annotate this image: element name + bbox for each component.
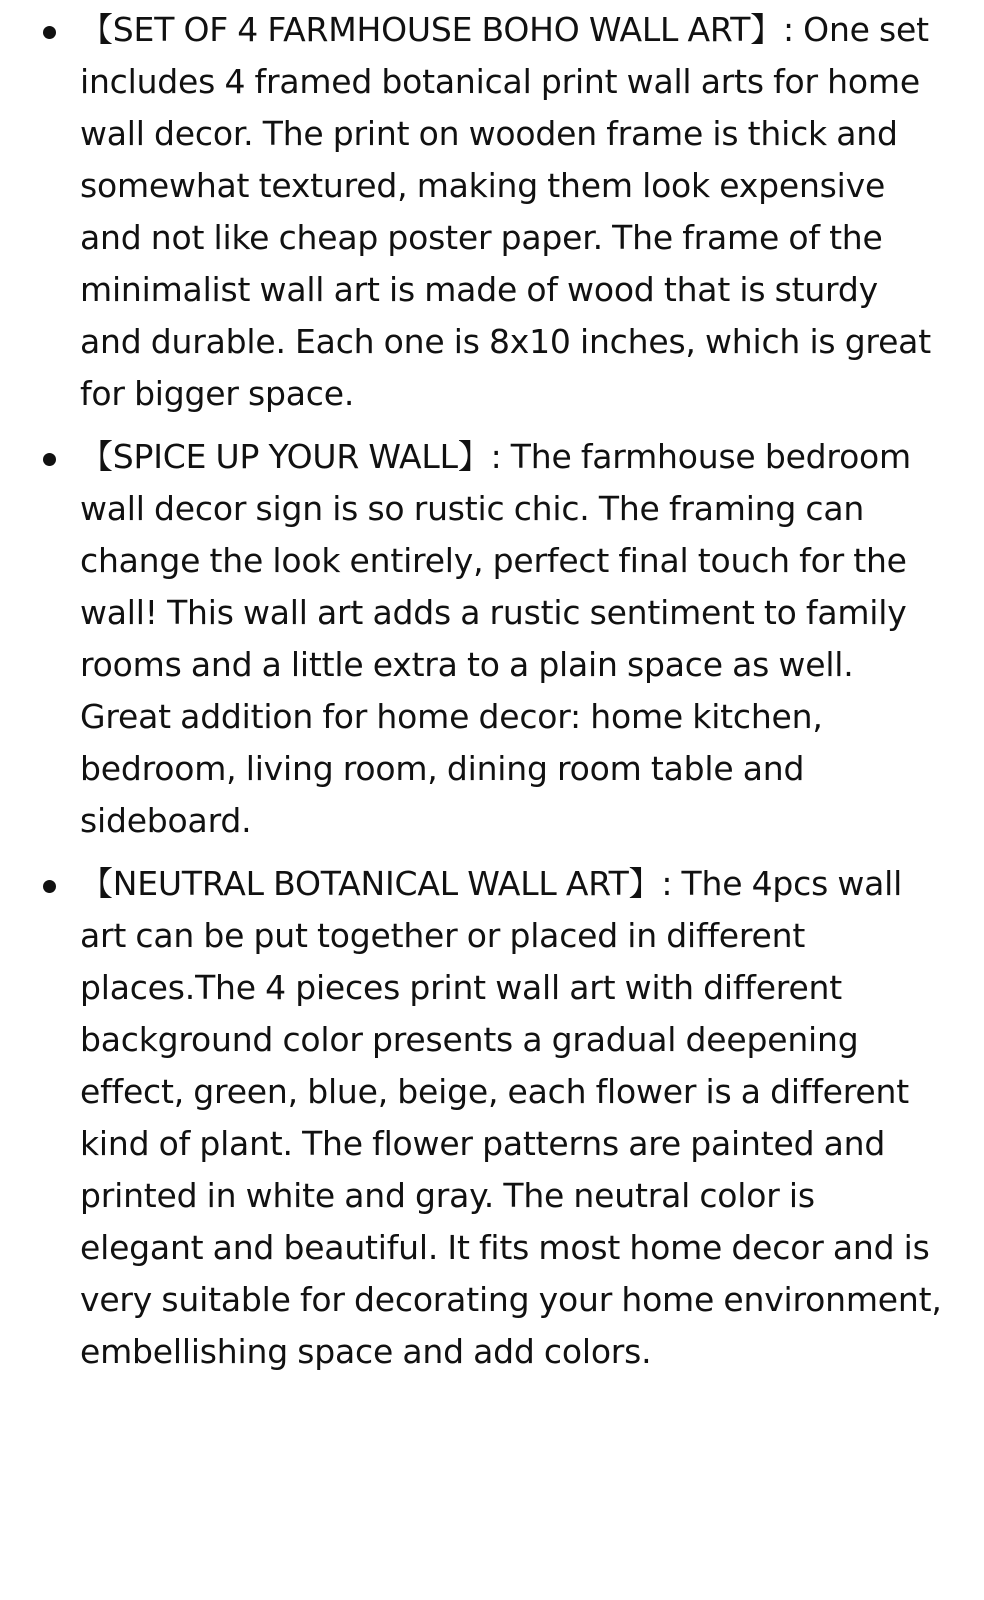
bullet-dot-icon	[43, 26, 56, 39]
bullet-dot-icon	[43, 453, 56, 466]
feature-bullet-neutral-botanical	[0, 858, 984, 1378]
feature-bullet-text: 【SET OF 4 FARMHOUSE BOHO WALL ART】: One set includes 4 framed botanical print wall arts for home wall decor. The print on wooden frame is thick and somewhat textured, making them look expensive and not like cheap poster paper. The frame of the minimalist wall art is made of wood that is sturdy and durable. Each one is 8x10 inches, which is great for bigger space.	[80, 10, 931, 413]
feature-bullet-spice-up	[0, 431, 984, 847]
bullet-dot-icon	[43, 880, 56, 893]
feature-bullet-text: 【NEUTRAL BOTANICAL WALL ART】: The 4pcs wall art can be put together or placed in different places.The 4 pieces print wall art with different background color presents a gradual deepening effect, green, blue, beige, each flower is a different kind of plant. The flower patterns are painted and printed in white and gray. The neutral color is elegant and beautiful. It fits most home decor and is very suitable for decorating your home environment, embellishing space and add colors.	[80, 864, 942, 1371]
feature-bullet-text: 【SPICE UP YOUR WALL】: The farmhouse bedroom wall decor sign is so rustic chic. The framing can change the look entirely, perfect final touch for the wall! This wall art adds a rustic sentiment to family rooms and a little extra to a plain space as well. Great addition for home decor: home kitchen, bedroom, living room, dining room table and sideboard.	[80, 437, 911, 840]
feature-bullet-list	[0, 4, 984, 1389]
feature-bullet-set-of-4	[0, 4, 984, 420]
